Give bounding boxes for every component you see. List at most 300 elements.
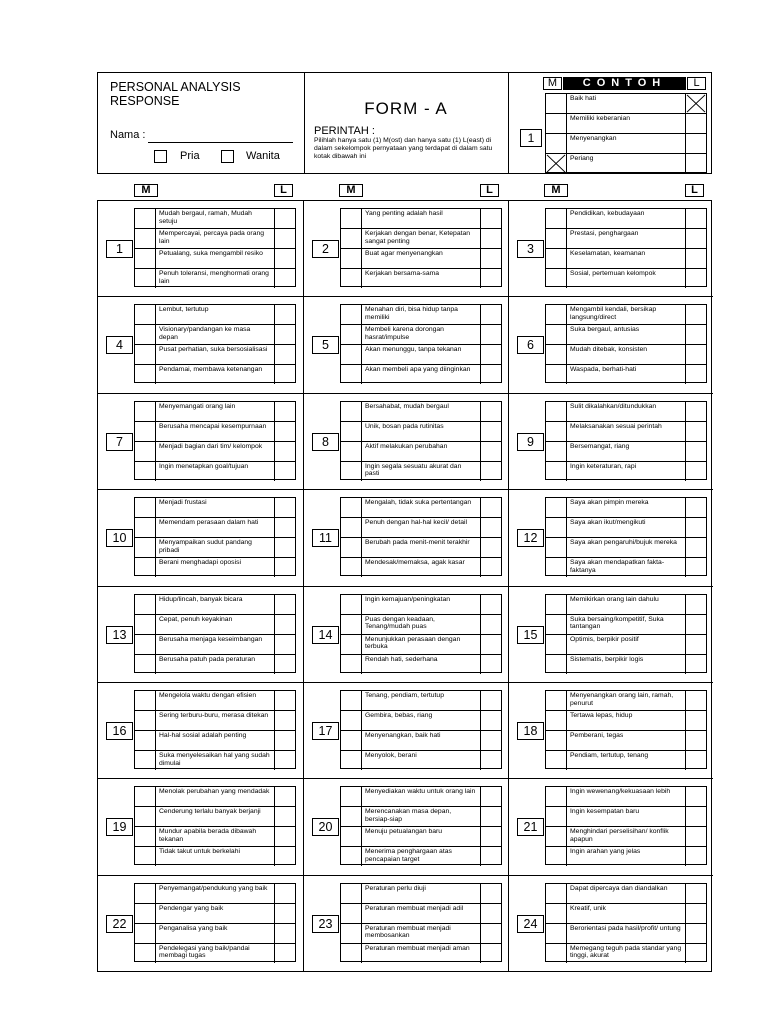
least-checkbox[interactable] [685,249,706,268]
least-checkbox[interactable] [480,498,501,517]
col3-m-header: M [544,184,568,197]
statement-row [135,498,295,517]
most-checkbox[interactable] [546,615,567,634]
group-number: 12 [517,529,544,547]
question-group [509,683,713,779]
statement-text: Menyenangkan [570,135,617,142]
least-checkbox[interactable] [274,827,295,846]
most-checkbox[interactable] [546,827,567,846]
least-checkbox[interactable] [274,345,295,364]
least-checkbox[interactable] [274,442,295,461]
least-checkbox[interactable] [685,442,706,461]
most-checkbox[interactable] [135,365,156,384]
col1-m-header: M [134,184,158,197]
least-checkbox[interactable] [274,558,295,577]
statement-row [546,324,706,344]
most-checkbox[interactable] [546,691,567,710]
most-checkbox[interactable] [546,365,567,384]
most-checkbox[interactable] [341,924,362,943]
least-checkbox[interactable] [685,402,706,421]
least-checkbox[interactable] [480,538,501,557]
least-checkbox[interactable] [685,655,706,674]
least-checkbox[interactable] [685,365,706,384]
statement-text: Mundur apabila berada dibawah tekanan [159,828,257,843]
least-checkbox[interactable] [480,518,501,537]
most-checkbox[interactable] [546,944,567,963]
least-checkbox[interactable] [480,731,501,750]
statement-text: Suka bergaul, antusias [570,326,640,334]
most-checkbox[interactable] [341,442,362,461]
least-checkbox[interactable] [480,209,501,228]
column-headers [97,174,712,200]
most-checkbox[interactable] [135,229,156,248]
most-checkbox[interactable] [546,847,567,866]
statement-text: Petualang, suka mengambil resiko [159,250,263,257]
most-checkbox[interactable] [546,807,567,826]
statement-row [341,209,501,228]
statement-text: Sulit dikalahkan/ditundukkan [570,402,657,410]
most-checkbox[interactable] [341,498,362,517]
most-checkbox[interactable] [546,538,567,557]
least-checkbox[interactable] [480,558,501,577]
most-checkbox[interactable] [546,442,567,461]
statement-text: Waspada, berhati-hati [570,366,637,374]
most-checkbox[interactable] [135,807,156,826]
least-checkbox[interactable] [685,711,706,730]
least-checkbox[interactable] [685,904,706,923]
statement-text: Saya akan pimpin mereka [570,499,649,507]
least-checkbox[interactable] [480,422,501,441]
least-checkbox[interactable] [274,731,295,750]
group-number: 14 [312,626,339,644]
statement-text: Mudah bergaul, ramah, Mudah setuju [159,210,252,225]
most-checkbox[interactable] [341,325,362,344]
least-checkbox[interactable] [274,635,295,654]
most-checkbox[interactable] [546,462,567,481]
statement-text: Hidup/lincah, banyak bicara [159,595,243,603]
least-checkbox[interactable] [480,944,501,963]
statement-row [546,364,706,384]
statement-text: Menghindari perselisihan/ konflik apapun [570,828,669,843]
least-checkbox[interactable] [480,595,501,614]
statement-row [135,806,295,826]
most-checkbox[interactable] [135,655,156,674]
most-checkbox[interactable] [546,731,567,750]
most-checkbox[interactable] [135,209,156,228]
least-checkbox[interactable] [685,635,706,654]
most-checkbox[interactable] [135,904,156,923]
least-checkbox[interactable] [274,944,295,963]
most-checkbox[interactable] [135,847,156,866]
least-checkbox[interactable] [685,615,706,634]
most-checkbox[interactable] [546,518,567,537]
least-checkbox[interactable] [685,325,706,344]
most-checkbox[interactable] [135,345,156,364]
most-checkbox[interactable] [546,114,567,133]
most-checkbox[interactable] [341,731,362,750]
least-checkbox[interactable] [274,924,295,943]
most-checkbox[interactable] [135,325,156,344]
statement-table [340,883,502,962]
most-checkbox[interactable] [546,345,567,364]
least-checkbox[interactable] [274,498,295,517]
least-checkbox[interactable] [274,365,295,384]
least-checkbox[interactable] [480,365,501,384]
least-checkbox[interactable] [274,269,295,288]
statement-row [341,884,501,903]
statement-table [134,208,296,287]
least-checkbox[interactable] [480,691,501,710]
most-checkbox[interactable] [341,711,362,730]
most-checkbox[interactable] [135,615,156,634]
example-table [545,93,707,173]
contoh-label: CONTOH [563,77,686,90]
statement-row [135,421,295,441]
least-checkbox[interactable] [685,114,706,133]
least-checkbox[interactable] [274,538,295,557]
most-checkbox[interactable] [135,635,156,654]
most-checkbox[interactable] [135,827,156,846]
example-number: 1 [520,129,542,147]
statement-table [545,304,707,383]
most-checkbox[interactable] [341,787,362,806]
most-checkbox[interactable] [546,209,567,228]
least-checkbox[interactable] [685,924,706,943]
statement-row [135,923,295,943]
least-checkbox[interactable] [685,944,706,963]
statement-row [341,268,501,288]
least-checkbox[interactable] [685,595,706,614]
statement-text: Periang [570,155,594,162]
statement-row [546,268,706,288]
least-checkbox[interactable] [480,847,501,866]
least-checkbox[interactable] [685,498,706,517]
least-checkbox[interactable] [274,249,295,268]
statement-table [340,497,502,576]
least-checkbox[interactable] [480,827,501,846]
most-checkbox[interactable] [546,249,567,268]
least-checkbox[interactable] [480,615,501,634]
least-checkbox[interactable] [274,209,295,228]
statement-text: Peraturan membuat menjadi aman [365,944,470,952]
pria-checkbox[interactable] [154,150,167,163]
statement-text: Suka menyelesaikan hal yang sudah dimulai [159,752,270,767]
most-checkbox[interactable] [135,402,156,421]
statement-text: Berusaha menjaga keseimbangan [159,635,263,643]
least-checkbox[interactable] [480,807,501,826]
most-checkbox[interactable] [546,904,567,923]
most-checkbox[interactable] [135,711,156,730]
question-group [98,779,304,875]
example-l-label: L [687,77,706,90]
most-checkbox[interactable] [341,249,362,268]
most-checkbox[interactable] [546,924,567,943]
nama-field[interactable] [148,142,293,143]
least-checkbox[interactable] [480,402,501,421]
least-checkbox[interactable] [274,229,295,248]
most-checkbox[interactable] [341,422,362,441]
statement-text: Baik hati [570,95,597,102]
least-checkbox[interactable] [480,904,501,923]
statement-table [134,497,296,576]
most-checkbox[interactable] [341,884,362,903]
col2-l-header: L [480,184,499,197]
most-checkbox[interactable] [135,462,156,481]
statement-text: Menyemangati orang lain [159,402,236,410]
most-checkbox[interactable] [546,787,567,806]
most-checkbox[interactable] [135,498,156,517]
statement-text: Merencanakan masa depan, bersiap-siap [365,808,452,823]
least-checkbox[interactable] [480,442,501,461]
least-checkbox[interactable] [274,884,295,903]
least-checkbox[interactable] [274,847,295,866]
statement-row [135,903,295,923]
statement-row [135,826,295,846]
most-checkbox[interactable] [135,538,156,557]
most-checkbox[interactable] [341,904,362,923]
least-checkbox[interactable] [685,731,706,750]
statement-text: Hal-hal sosial adalah penting [159,732,247,739]
most-checkbox[interactable] [546,94,567,113]
most-checkbox[interactable] [135,731,156,750]
most-checkbox[interactable] [546,422,567,441]
least-checkbox[interactable] [685,94,706,113]
statement-row [546,634,706,654]
most-checkbox[interactable] [341,615,362,634]
nama-label: Nama : [110,129,146,141]
most-checkbox[interactable] [546,305,567,324]
least-checkbox[interactable] [685,229,706,248]
most-checkbox[interactable] [341,229,362,248]
most-checkbox[interactable] [546,711,567,730]
group-number: 1 [106,240,133,258]
question-group [509,876,713,972]
least-checkbox[interactable] [685,538,706,557]
least-checkbox[interactable] [480,345,501,364]
statement-text: Mendesak/memaksa, agak kasar [365,559,465,567]
perintah-label: PERINTAH : [314,125,375,137]
most-checkbox[interactable] [135,558,156,577]
least-checkbox[interactable] [480,884,501,903]
most-checkbox[interactable] [546,154,567,173]
most-checkbox[interactable] [546,655,567,674]
statement-text: Pendengar yang baik [159,904,224,912]
most-checkbox[interactable] [341,655,362,674]
most-checkbox[interactable] [135,751,156,770]
least-checkbox[interactable] [274,518,295,537]
statement-row [341,634,501,654]
least-checkbox[interactable] [274,787,295,806]
group-number: 5 [312,336,339,354]
least-checkbox[interactable] [480,325,501,344]
most-checkbox[interactable] [546,325,567,344]
least-checkbox[interactable] [480,462,501,481]
least-checkbox[interactable] [685,209,706,228]
statement-text: Menyampaikan sudut pandang pribadi [159,539,252,554]
statement-text: Menyenangkan, baik hati [365,732,441,739]
most-checkbox[interactable] [135,787,156,806]
least-checkbox[interactable] [685,787,706,806]
most-checkbox[interactable] [341,365,362,384]
least-checkbox[interactable] [274,691,295,710]
most-checkbox[interactable] [341,402,362,421]
most-checkbox[interactable] [546,134,567,153]
statement-row [135,710,295,730]
statement-text: Peraturan membuat menjadi membosankan [365,924,451,940]
question-group [304,876,509,972]
least-checkbox[interactable] [480,269,501,288]
least-checkbox[interactable] [274,751,295,770]
most-checkbox[interactable] [546,635,567,654]
most-checkbox[interactable] [135,944,156,963]
least-checkbox[interactable] [685,691,706,710]
statement-row [546,787,706,806]
statement-text: Yang penting adalah hasil [365,210,443,217]
least-checkbox[interactable] [274,305,295,324]
least-checkbox[interactable] [274,422,295,441]
statement-row [135,691,295,710]
most-checkbox[interactable] [341,538,362,557]
least-checkbox[interactable] [685,154,706,173]
statement-text: Gembira, bebas, riang [365,712,433,719]
statement-text: Cenderung terlalu banyak berjanji [159,808,261,816]
most-checkbox[interactable] [546,558,567,577]
group-number: 15 [517,626,544,644]
least-checkbox[interactable] [480,249,501,268]
statement-text: Berubah pada menit-menit terakhir [365,539,470,547]
most-checkbox[interactable] [135,518,156,537]
statement-table [545,883,707,962]
most-checkbox[interactable] [341,751,362,770]
most-checkbox[interactable] [135,422,156,441]
group-number: 22 [106,915,133,933]
least-checkbox[interactable] [685,751,706,770]
least-checkbox[interactable] [685,305,706,324]
most-checkbox[interactable] [135,305,156,324]
wanita-checkbox[interactable] [221,150,234,163]
x-mark-icon [546,154,566,173]
statement-text: Unik, bosan pada rutinitas [365,422,444,430]
statement-text: Kreatif, unik [570,904,606,912]
most-checkbox[interactable] [546,498,567,517]
statement-row [546,710,706,730]
statement-text: Menjadi bagian dari tim/ kelompok [159,442,263,450]
statement-row [341,537,501,557]
most-checkbox[interactable] [546,595,567,614]
most-checkbox[interactable] [341,595,362,614]
statement-text: Prestasi, penghargaan [570,230,639,237]
most-checkbox[interactable] [341,944,362,963]
most-checkbox[interactable] [546,229,567,248]
most-checkbox[interactable] [341,691,362,710]
most-checkbox[interactable] [341,558,362,577]
statement-text: Ingin keteraturan, rapi [570,462,637,470]
least-checkbox[interactable] [685,345,706,364]
least-checkbox[interactable] [274,711,295,730]
statement-row [341,943,501,963]
least-checkbox[interactable] [685,827,706,846]
least-checkbox[interactable] [274,615,295,634]
group-number: 17 [312,722,339,740]
most-checkbox[interactable] [135,691,156,710]
least-checkbox[interactable] [685,269,706,288]
most-checkbox[interactable] [341,847,362,866]
most-checkbox[interactable] [546,269,567,288]
least-checkbox[interactable] [274,904,295,923]
least-checkbox[interactable] [274,325,295,344]
most-checkbox[interactable] [341,305,362,324]
least-checkbox[interactable] [480,924,501,943]
least-checkbox[interactable] [480,711,501,730]
least-checkbox[interactable] [685,422,706,441]
most-checkbox[interactable] [135,249,156,268]
least-checkbox[interactable] [685,462,706,481]
statement-text: Memikirkan orang lain dahulu [570,595,659,603]
most-checkbox[interactable] [341,345,362,364]
most-checkbox[interactable] [341,807,362,826]
most-checkbox[interactable] [341,518,362,537]
group-number: 23 [312,915,339,933]
statement-text: Mudah ditebak, konsisten [570,346,648,354]
least-checkbox[interactable] [685,884,706,903]
least-checkbox[interactable] [274,595,295,614]
statement-text: Mengalah, tidak suka pertentangan [365,499,472,507]
most-checkbox[interactable] [135,924,156,943]
least-checkbox[interactable] [685,558,706,577]
least-checkbox[interactable] [480,655,501,674]
most-checkbox[interactable] [135,442,156,461]
most-checkbox[interactable] [341,635,362,654]
most-checkbox[interactable] [546,402,567,421]
group-number: 3 [517,240,544,258]
most-checkbox[interactable] [341,209,362,228]
statement-text: Cepat, penuh keyakinan [159,615,233,623]
least-checkbox[interactable] [480,751,501,770]
most-checkbox[interactable] [135,269,156,288]
statement-row [546,461,706,481]
most-checkbox[interactable] [135,595,156,614]
most-checkbox[interactable] [341,269,362,288]
statement-row [135,228,295,248]
least-checkbox[interactable] [685,847,706,866]
most-checkbox[interactable] [546,884,567,903]
statement-text: Memendam perasaan dalam hati [159,519,259,527]
statement-text: Mengambil kendali, bersikap langsung/direct [570,306,657,321]
least-checkbox[interactable] [480,635,501,654]
statement-row [135,305,295,324]
least-checkbox[interactable] [274,655,295,674]
least-checkbox[interactable] [274,807,295,826]
least-checkbox[interactable] [480,305,501,324]
least-checkbox[interactable] [274,462,295,481]
statement-table [545,594,707,673]
most-checkbox[interactable] [135,884,156,903]
most-checkbox[interactable] [341,462,362,481]
least-checkbox[interactable] [685,518,706,537]
least-checkbox[interactable] [480,787,501,806]
least-checkbox[interactable] [480,229,501,248]
form-title: PERSONAL ANALYSIS RESPONSE [110,80,241,108]
least-checkbox[interactable] [685,134,706,153]
least-checkbox[interactable] [274,402,295,421]
statement-row [341,595,501,614]
question-group [98,876,304,972]
most-checkbox[interactable] [341,827,362,846]
most-checkbox[interactable] [546,751,567,770]
group-number: 8 [312,433,339,451]
least-checkbox[interactable] [685,807,706,826]
statement-text: Optimis, berpikir positif [570,635,639,643]
